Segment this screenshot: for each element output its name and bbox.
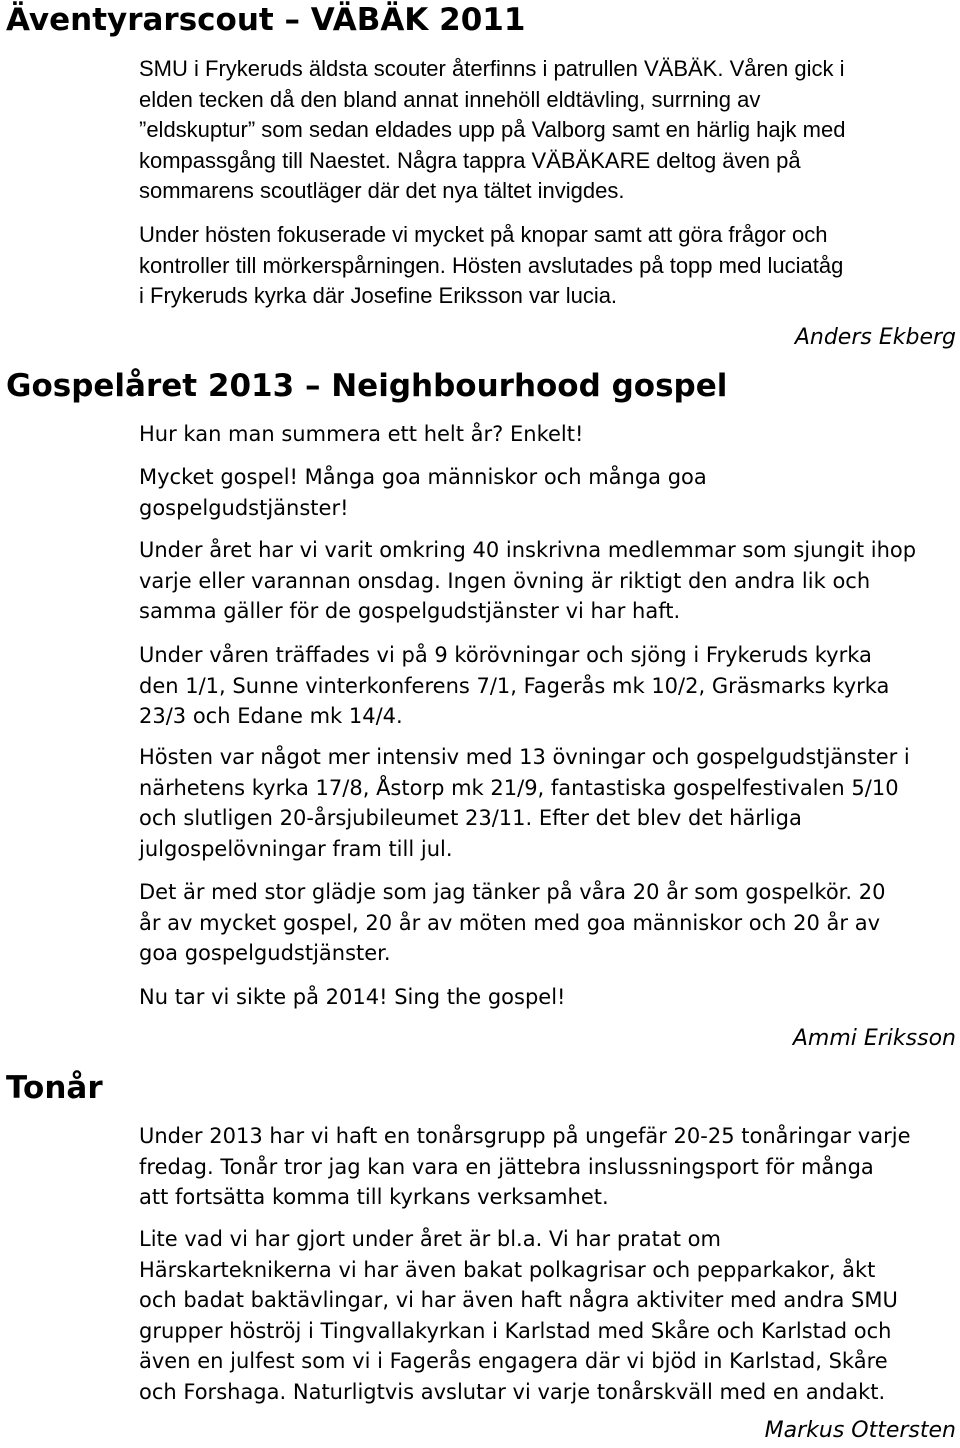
text-line: Under 2013 har vi haft en tonårsgrupp på ungefär 20-25 tonåringar varje — [139, 1124, 911, 1148]
text-line: Nu tar vi sikte på 2014! Sing the gospel! — [139, 985, 566, 1009]
text-line: varje eller varannan onsdag. Ingen övning är riktigt den andra lik och — [139, 568, 871, 593]
signature-ammi-eriksson: Ammi Eriksson — [792, 1026, 956, 1051]
text-line: kontroller till mörkerspårningen. Hösten avslutades på topp med luciatåg — [139, 252, 844, 278]
text-line: Det är med stor glädje som jag tänker på våra 20 år som gospelkör. 20 — [139, 880, 886, 904]
paragraph-gospel-5 — [139, 742, 956, 864]
paragraph-gospel-4 — [139, 640, 956, 732]
text-line: kompassgång till Naestet. Några tappra VÄBÄKARE deltog även på — [139, 147, 801, 173]
text-line: samma gäller för de gospelgudstjänster vi har haft. — [139, 599, 681, 623]
text-line: och badat baktävlingar, vi har även haft några aktiviter med andra SMU — [139, 1288, 898, 1312]
text-line: gospelgudstjänster! — [139, 495, 349, 520]
text-line: Under hösten fokuserade vi mycket på knopar samt att göra frågor och — [139, 222, 828, 247]
paragraph-vabak-1 — [139, 54, 956, 207]
text-line: den 1/1, Sunne vinterkonferens 7/1, Fagerås mk 10/2, Gräsmarks kyrka — [139, 673, 890, 698]
text-line: Härskarteknikerna vi har även bakat polkagrisar och pepparkakor, åkt — [139, 1257, 876, 1282]
signature-markus-ottersten: Markus Ottersten — [764, 1418, 956, 1443]
text-line: och slutligen 20-årsjubileumet 23/11. Efter det blev det härliga — [139, 806, 802, 830]
text-line: även en julfest som vi i Fagerås engagera där vi bjöd in Karlstad, Skåre — [139, 1349, 888, 1373]
text-line: ”eldskuptur” som sedan eldades upp på Valborg samt en härlig hajk med — [139, 117, 846, 142]
text-line: närhetens kyrka 17/8, Åstorp mk 21/9, fantastiska gospelfestivalen 5/10 — [139, 775, 899, 800]
section-heading-vabak: Äventyrarscout – VÄBÄK 2011 — [6, 2, 526, 38]
signature-anders-ekberg: Anders Ekberg — [794, 325, 956, 350]
text-line: Under året har vi varit omkring 40 inskrivna medlemmar som sjungit ihop — [139, 538, 917, 562]
paragraph-gospel-6 — [139, 877, 956, 969]
paragraph-gospel-7 — [139, 982, 956, 1013]
text-line: goa gospelgudstjänster. — [139, 941, 391, 965]
paragraph-gospel-2 — [139, 462, 956, 523]
text-line: sommarens scoutläger där det nya tältet invigdes. — [139, 178, 625, 203]
text-line: att fortsätta komma till kyrkans verksamhet. — [139, 1185, 609, 1209]
text-line: SMU i Frykeruds äldsta scouter återfinns i patrullen VÄBÄK. Våren gick i — [139, 56, 845, 81]
text-line: Hur kan man summera ett helt år? Enkelt! — [139, 422, 584, 446]
paragraph-tonar-1 — [139, 1121, 956, 1213]
text-line: grupper höströj i Tingvallakyrkan i Karlstad med Skåre och Karlstad och — [139, 1318, 892, 1343]
text-line: Under våren träffades vi på 9 körövningar och sjöng i Frykeruds kyrka — [139, 643, 872, 667]
text-line: fredag. Tonår tror jag kan vara en jättebra inslussningsport för många — [139, 1154, 874, 1179]
text-line: Lite vad vi har gjort under året är bl.a. Vi har pratat om — [139, 1227, 721, 1251]
text-line: elden tecken då den bland annat innehöll eldtävling, surrning av — [139, 86, 761, 112]
text-line: i Frykeruds kyrka där Josefine Eriksson var lucia. — [139, 283, 618, 308]
text-line: Mycket gospel! Många goa människor och många goa — [139, 465, 707, 489]
paragraph-vabak-2 — [139, 220, 956, 312]
text-line: 23/3 och Edane mk 14/4. — [139, 704, 403, 728]
text-line: och Forshaga. Naturligtvis avslutar vi varje tonårskväll med en andakt. — [139, 1379, 886, 1404]
paragraph-tonar-2 — [139, 1224, 956, 1407]
section-heading-gospel: Gospelåret 2013 – Neighbourhood gospel — [6, 368, 728, 404]
section-heading-tonar: Tonår — [6, 1070, 103, 1106]
paragraph-gospel-1 — [139, 419, 956, 450]
text-line: julgospelövningar fram till jul. — [139, 836, 453, 861]
paragraph-gospel-3 — [139, 535, 956, 627]
text-line: år av mycket gospel, 20 år av möten med goa människor och 20 år av — [139, 910, 881, 935]
text-line: Hösten var något mer intensiv med 13 övningar och gospelgudstjänster i — [139, 745, 910, 769]
